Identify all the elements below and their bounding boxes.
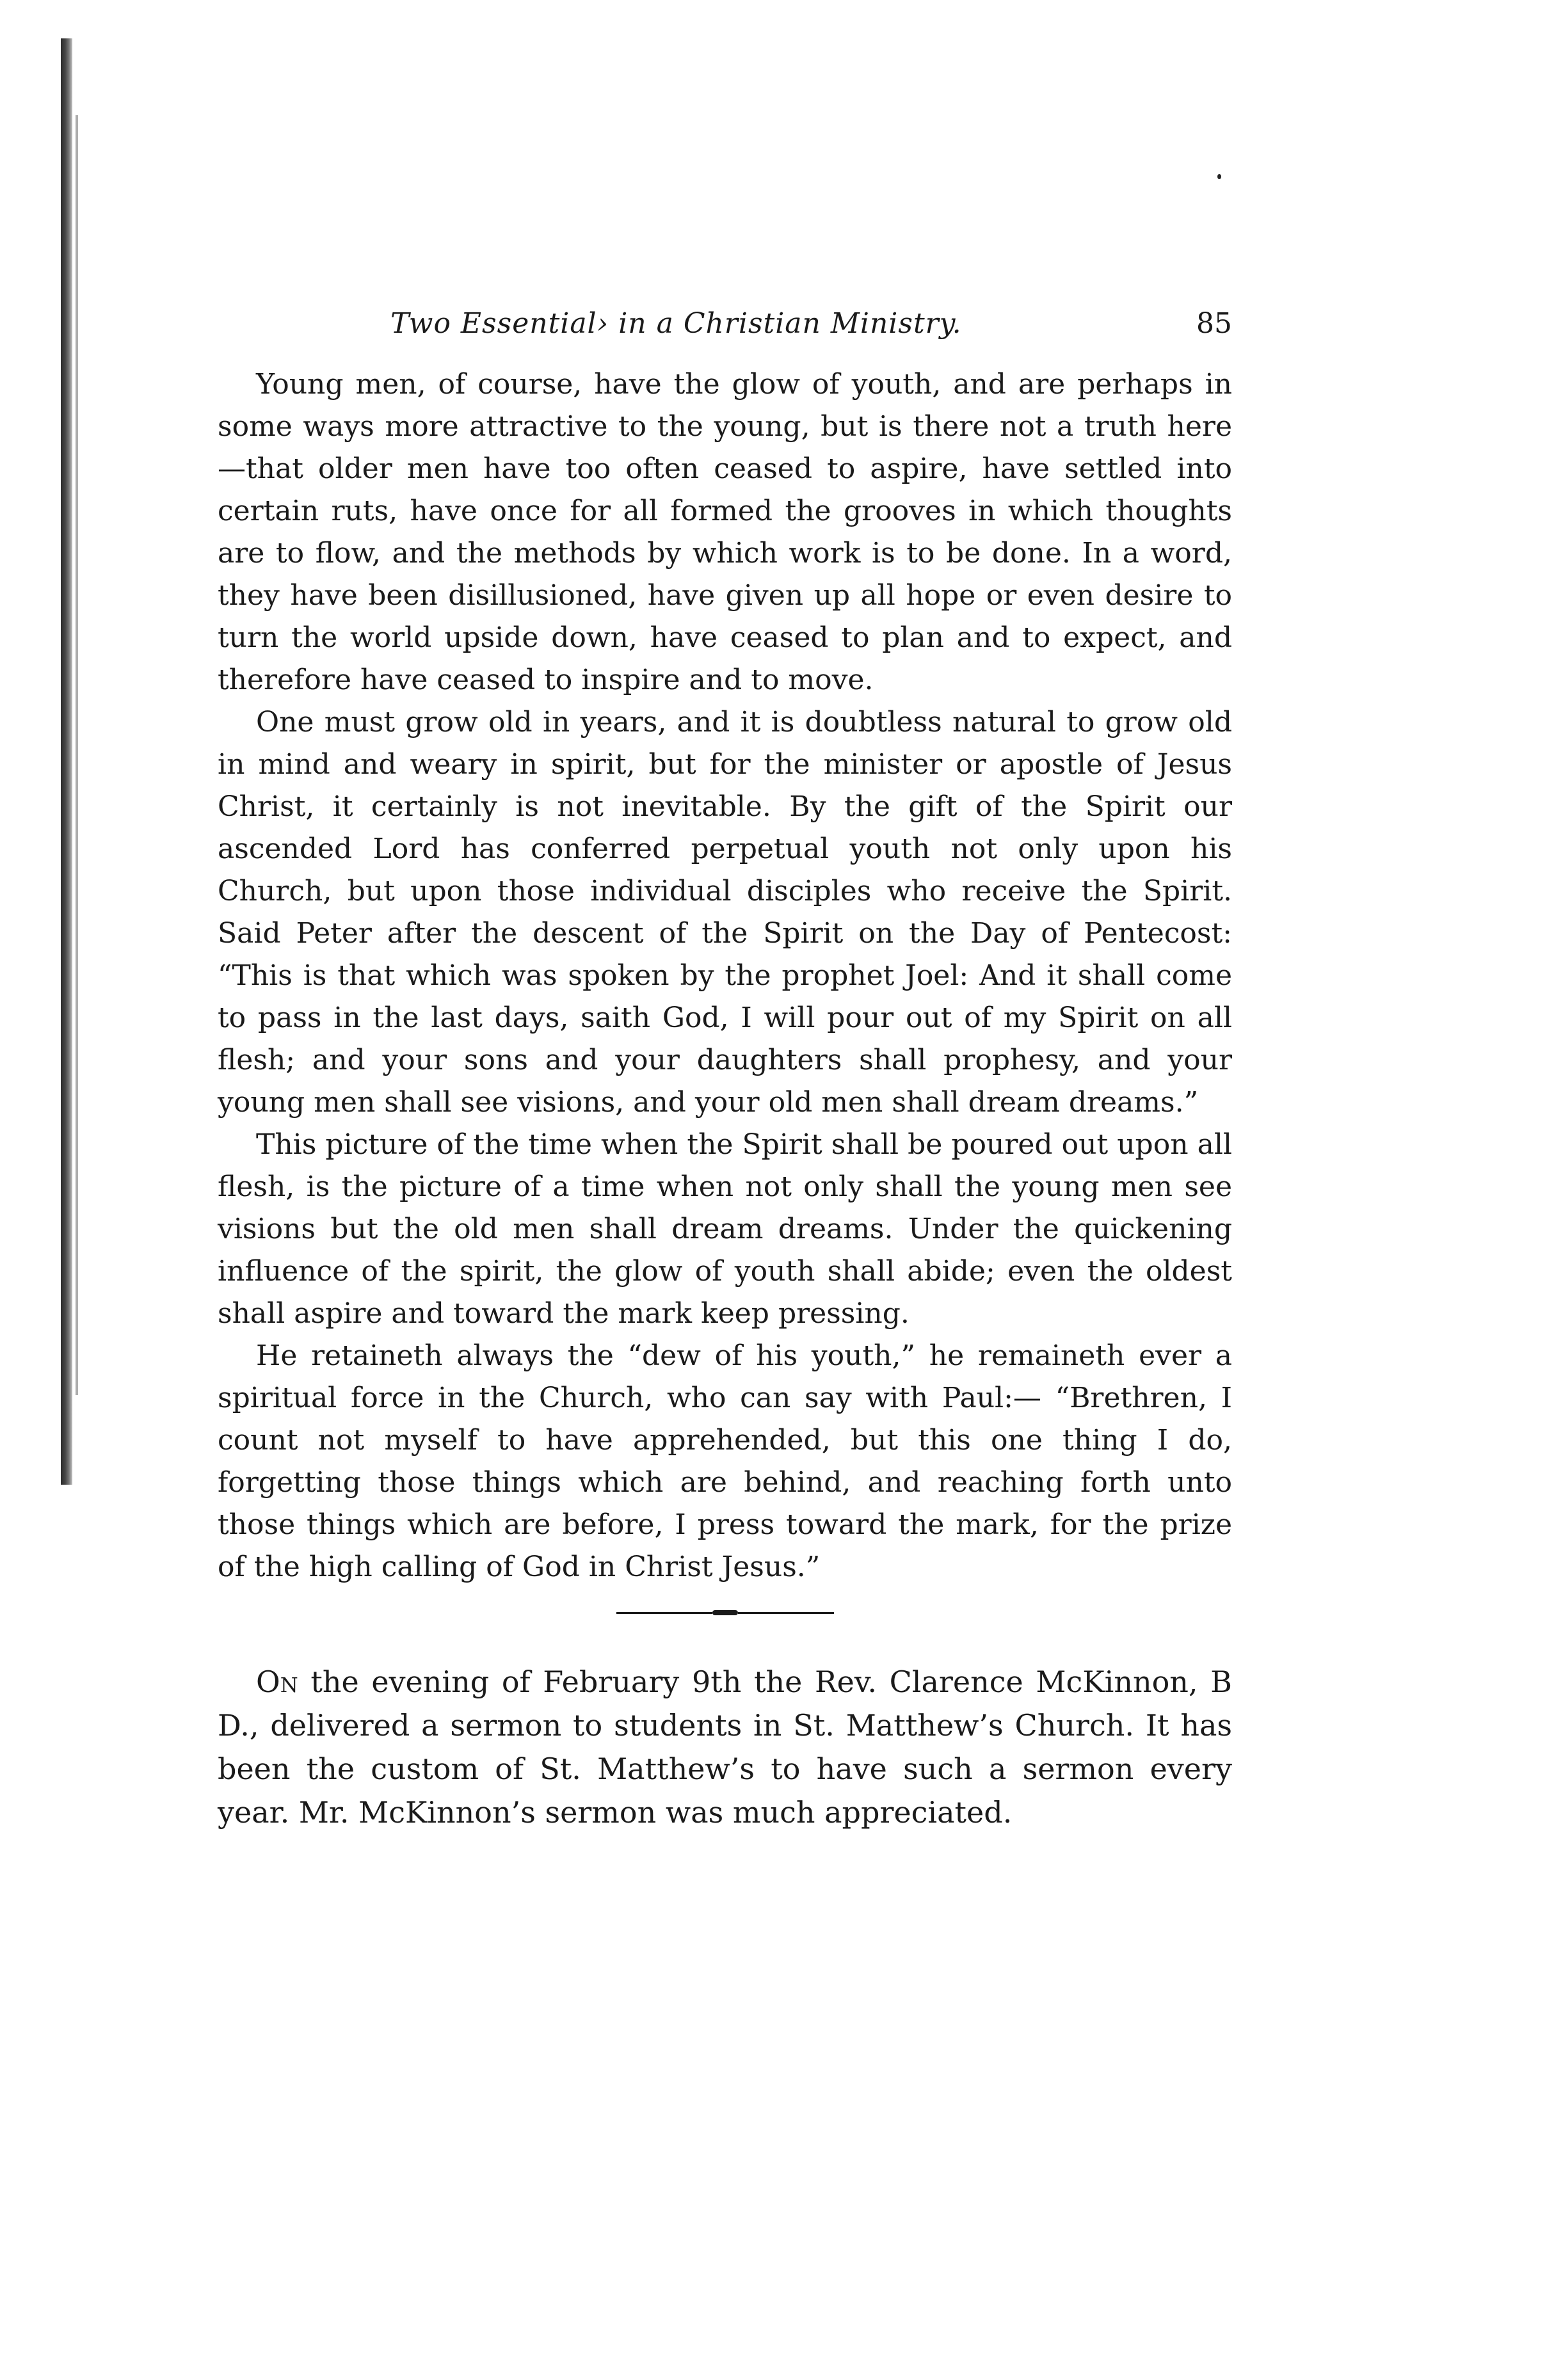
- paragraph-youth: Young men, of course, have the glow of youth, and are perhaps in some ways more attractive to the young, but is there not a truth here—that older men have too often ceased to aspire, have settled into certain ruts, have once for all formed the grooves in which thoughts are to flow, and the methods by which work is to be done. In a word, they have been disillusioned, have given up all hope or even desire to turn the world upside down, have ceased to plan and to expect, and therefore have ceased to inspire and to move.: [218, 368, 1232, 696]
- divider-rule-left: [616, 1612, 712, 1614]
- running-title: Two Essential› in a Christian Ministry.: [390, 307, 962, 340]
- section-divider: [218, 1610, 1232, 1615]
- article-body: [218, 363, 1232, 1588]
- scan-speck: [1217, 174, 1221, 179]
- paragraph-dew-of-youth: He retaineth always the “dew of his youth,” he remaineth ever a spiritual force in the Church, who can say with Paul:— “Brethren, I count not myself to have apprehended, but this one thing I do, forgetting those things which are behind, and reaching forth unto those things which are before, I press toward the mark, for the prize of the high calling of God in Christ Jesus.”: [218, 1339, 1232, 1583]
- paragraph-picture: This picture of the time when the Spirit shall be poured out upon all flesh, is the picture of a time when not only shall the young men see visions but the old men shall dream dreams. Under the quickening influence of the spirit, the glow of youth shall abide; even the oldest shall aspire and toward the mark keep pressing.: [218, 1128, 1232, 1330]
- page-number: 85: [1196, 307, 1232, 340]
- divider-ornament: [712, 1610, 738, 1615]
- sermon-notice: [218, 1660, 1232, 1834]
- notice-text: the evening of February 9th the Rev. Clarence McKinnon, B D., delivered a sermon to students in St. Matthew’s Church. It has been the custom of St. Matthew’s to have such a sermon every year. Mr. McKinnon’s sermon was much appreciated.: [218, 1665, 1232, 1830]
- scan-binding-edge: [61, 38, 72, 1485]
- scan-binding-shadow: [76, 115, 78, 1395]
- running-head: [218, 301, 1232, 352]
- divider-rule-right: [738, 1612, 834, 1614]
- notice-lead-word: On: [256, 1665, 298, 1699]
- book-page: [218, 301, 1232, 1834]
- paragraph-grow-old: One must grow old in years, and it is doubtless natural to grow old in mind and weary in spirit, but for the minister or apostle of Jesus Christ, it certainly is not inevitable. By the gift of the Spirit our ascended Lord has conferred perpetual youth not only upon his Church, but upon those individual disciples who receive the Spirit. Said Peter after the descent of the Spirit on the Day of Pentecost: “This is that which was spoken by the prophet Joel: And it shall come to pass in the last days, saith God, I will pour out of my Spirit on all flesh; and your sons and your daughters shall prophesy, and your young men shall see visions, and your old men shall dream dreams.”: [218, 706, 1232, 1119]
